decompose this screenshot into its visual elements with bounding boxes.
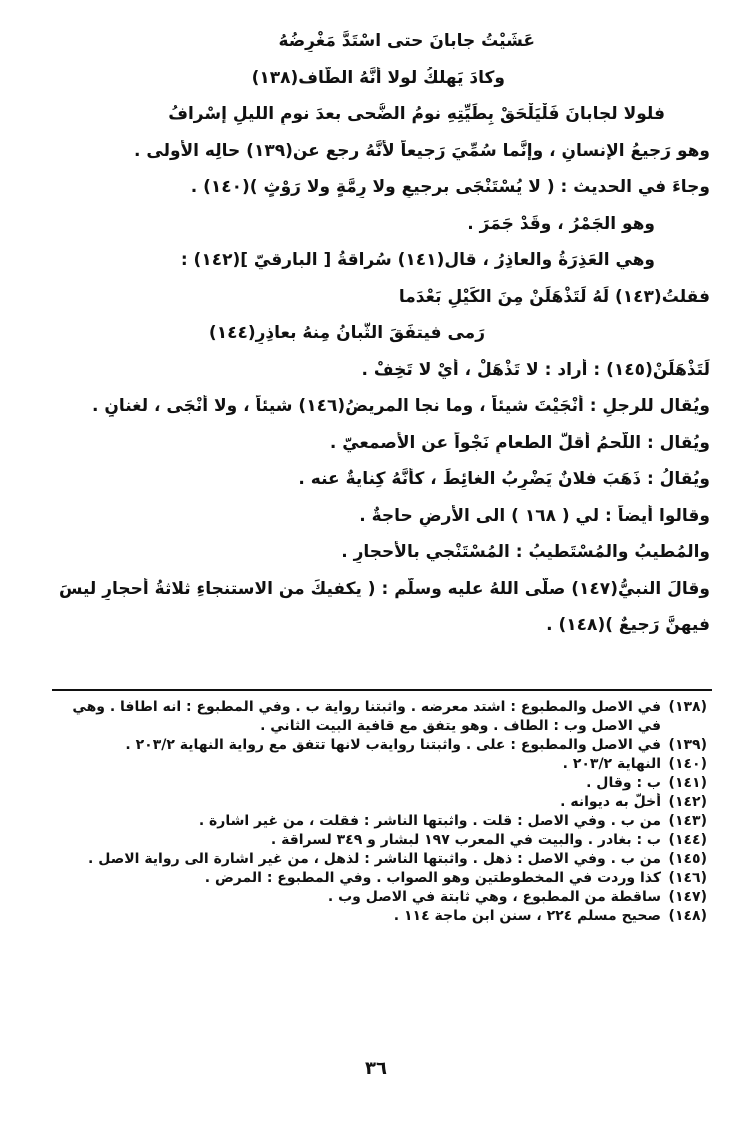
footnote-number: (١٤٧) <box>668 889 707 905</box>
footnote <box>40 793 707 812</box>
footnote <box>40 698 707 717</box>
footnote-text: في الاصل والمطبوع : على . واثبتنا روايةب لانها تتفق مع رواية النهاية ٢٠٣/٢ . <box>125 737 661 753</box>
footnote-text: أخلَّ به ديوانه . <box>560 794 661 810</box>
text-line: وهو الجَمْرُ ، وقَدْ جَمَرَ . <box>467 213 655 234</box>
text-line: فقلتُ(١٤٣) لَهُ لَتَذْهَلَنْ مِنَ الكَيْلِ بَعْدَما <box>398 286 710 307</box>
footnote-number: (١٤٨) <box>668 908 707 924</box>
text-line: وكادَ يَهلكُ لولا أنَّهُ الطَّاف(١٣٨) <box>251 67 505 88</box>
footnote-text: ب : بغادر . والبيت في المعرب ١٩٧ لبشار و ٣٤٩ لسراقة . <box>270 832 661 848</box>
footnote <box>40 831 707 850</box>
text-line: رَمى فيتفَقَ الثَّبانُ مِنهُ بعاذِرِ(١٤٤) <box>208 323 485 343</box>
footnote-text: النهاية ٢٠٣/٢ . <box>562 756 661 772</box>
text-line: ويُقالُ : ذَهَبَ فلانٌ يَضْرِبُ الغائِطَ ، كأنَّهُ كِنايةٌ عنه . <box>298 469 710 489</box>
footnote-text: من ب . وفي الاصل : قلت . واثبتها الناشر : فقلت ، من غير اشارة . <box>198 813 661 829</box>
text-line: لَتَذْهَلَنْ(١٤٥) : أراد : لا تَذْهَلْ ، أيْ لا تَخِفْ . <box>361 359 710 380</box>
footnote <box>40 888 707 907</box>
text-line: فيهنَّ رَجيعٌ )(١٤٨) . <box>546 615 710 635</box>
text-line: ويُقال للرجلِ : أنْجَيْتَ شيئاً ، وما نجا المريضُ(١٤٦) شيئاً ، ولا أنْجَى ، لغنانٍ . <box>91 396 710 416</box>
footnote-text: ب : وقال . <box>586 775 661 791</box>
footnote <box>40 755 707 774</box>
text-line: عَشَيْتُ جابانَ حتى اسْتَدَّ مَغْرِضُهُ <box>278 31 535 51</box>
footnote-number: (١٤١) <box>668 775 707 791</box>
text-line: وهو رَجيعُ الإنسانِ ، وإنَّما سُمِّيَ رَجيعاً لأنَّهُ رجع عن(١٣٩) حالِه الأولى . <box>134 140 710 161</box>
footnote-number: (١٣٩) <box>668 737 707 753</box>
footnote <box>40 850 707 869</box>
text-line: ويُقال : اللَّحمُ أقلُّ الطعامِ نَجْواً عن الأصمعيّ . <box>329 432 710 453</box>
text-line: وجاءَ في الحديث : ( لا يُسْتَنْجَى برجيعٍ ولا رِمَّةٍ ولا رَوْثٍ )(١٤٠) . <box>190 177 710 197</box>
page-number: ٣٦ <box>365 1058 387 1079</box>
text-line: وقالَ النبيُّ(١٤٧) صلّى اللهُ عليه وسلَّم : ( يكفيكَ من الاستنجاءِ ثلاثةُ أحجارٍ ليسَ <box>58 578 710 599</box>
main-text <box>40 30 710 651</box>
footnote-number: (١٤٥) <box>668 851 707 867</box>
footnote-number: (١٤٤) <box>668 832 707 848</box>
footnote <box>40 736 707 755</box>
text-line: والمُطيبُ والمُسْتَطيبُ : المُسْتَنْجي بالأحجارِ . <box>341 542 710 562</box>
footnote <box>40 812 707 831</box>
footnote-number: (١٤٣) <box>668 813 707 829</box>
footnote-text-continued: في الاصل وب : الطاف . وهو يتفق مع قافية البيت الثاني . <box>260 718 661 734</box>
footnote-text: صحيح مسلم ٢٢٤ ، سنن ابن ماجة ١١٤ . <box>393 908 661 924</box>
footnote <box>40 907 707 926</box>
footnote <box>40 774 707 793</box>
footnote-text: كذا وردت في المخطوطتين وهو الصواب . وفي المطبوع : المرض . <box>204 870 661 886</box>
footnote <box>40 869 707 888</box>
text-line: وقالوا أيضاً : لي ( ١٦٨ ) الى الأرضِ حاجةٌ . <box>359 505 710 526</box>
footnote-number: (١٤٦) <box>668 870 707 886</box>
footnote-rule <box>52 689 712 691</box>
footnotes <box>40 698 707 926</box>
footnote-text: في الاصل والمطبوع : اشتد معرضه . واثبتنا رواية ب . وفي المطبوع : انه اطافا . وهي <box>72 699 661 715</box>
footnote-text: ساقطة من المطبوع ، وهي ثابتة في الاصل وب . <box>327 889 661 905</box>
footnote-number: (١٣٨) <box>668 699 707 715</box>
footnote-text: من ب . وفي الاصل : ذهل . واثبتها الناشر : لذهل ، من غير اشارة الى رواية الاصل . <box>88 851 661 867</box>
footnote-number: (١٤٢) <box>668 794 707 810</box>
text-line: فلولا لجابانَ فَلْيَلْحَقْ بِطَيِّتِهِ نومُ الضُّحى بعدَ نومِ الليلِ إسْرافُ <box>168 104 665 124</box>
footnote-number: (١٤٠) <box>668 756 707 772</box>
text-line: وهي العَذِرَةُ والعاذِرُ ، قال(١٤١) سُراقةُ [ البارقيّ ](١٤٢) : <box>180 250 655 270</box>
